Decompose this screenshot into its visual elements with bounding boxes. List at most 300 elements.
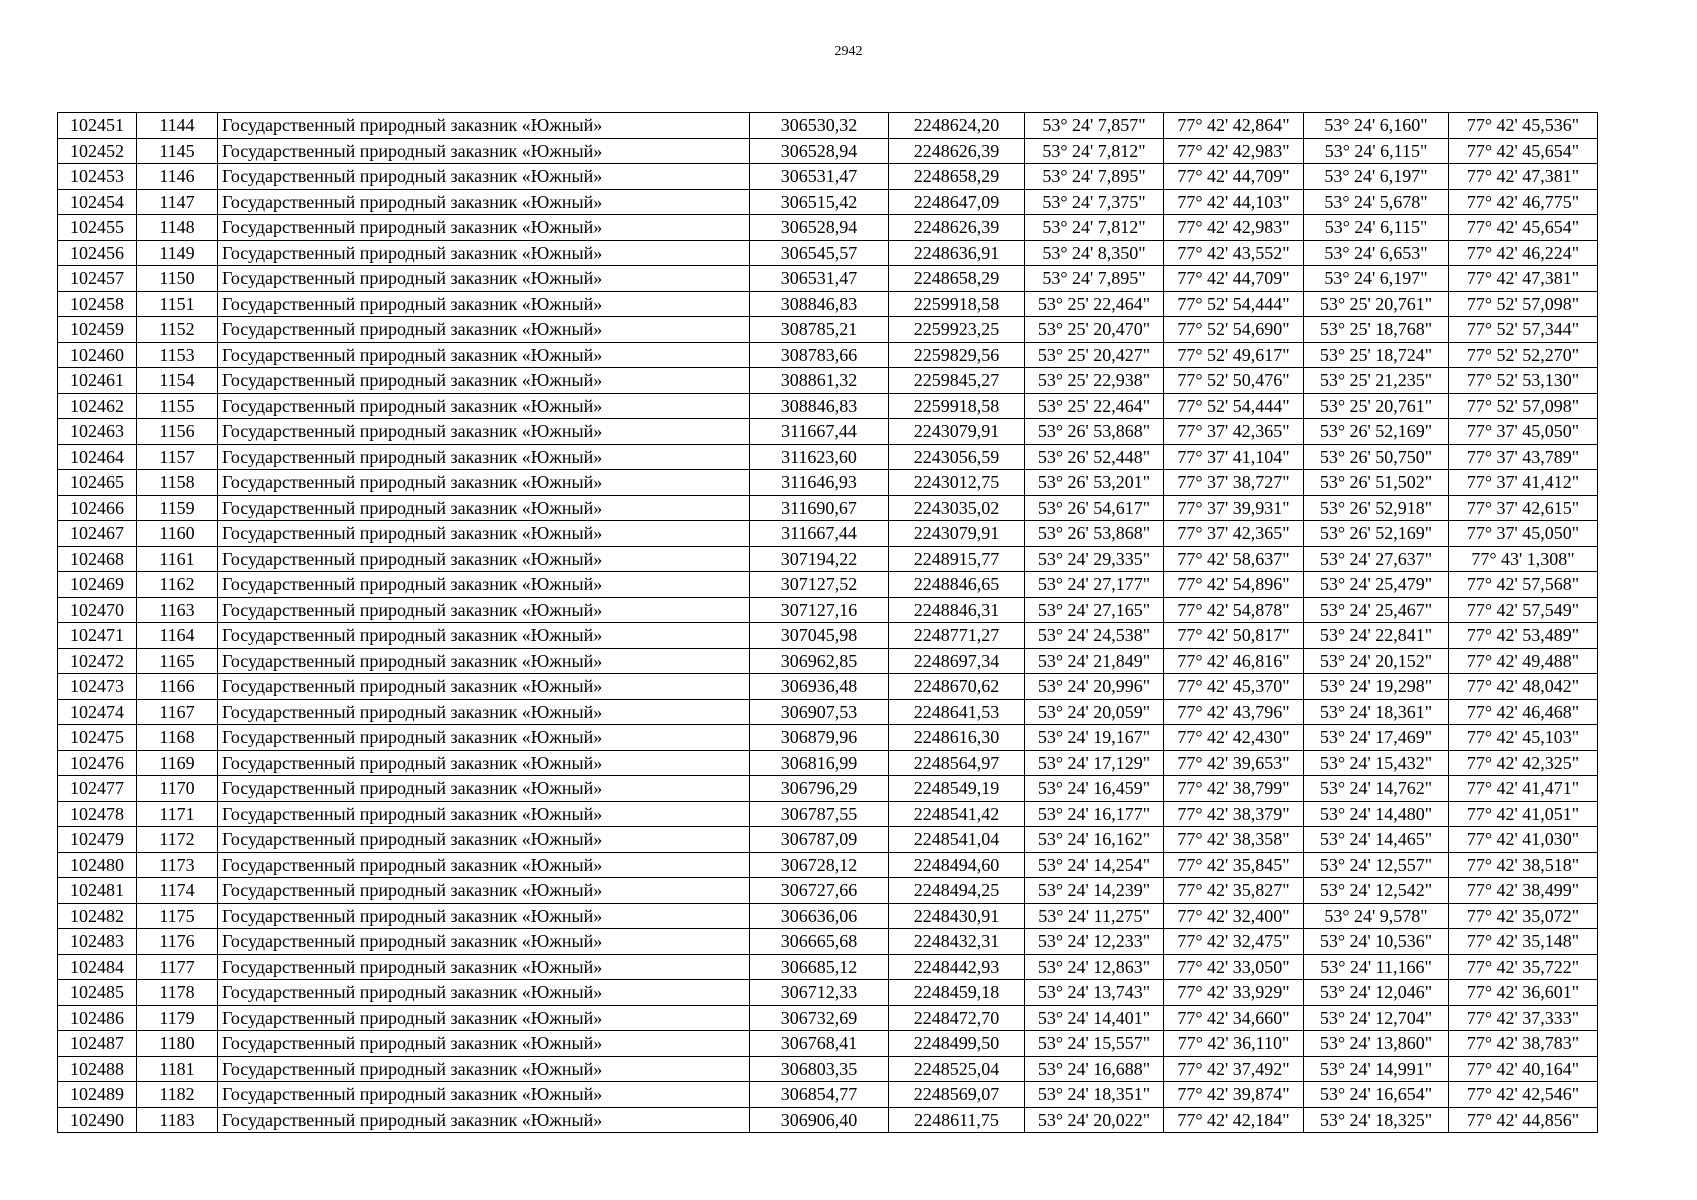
record-id-cell: 102469 [58, 572, 137, 598]
y-coordinate-cell: 2248846,31 [889, 597, 1025, 623]
longitude-1-cell: 77° 42' 44,709" [1164, 266, 1304, 292]
latitude-1-cell: 53° 24' 20,996" [1025, 674, 1164, 700]
latitude-1-cell: 53° 24' 14,254" [1025, 852, 1164, 878]
record-id-cell: 102458 [58, 291, 137, 317]
latitude-1-cell: 53° 24' 11,275" [1025, 903, 1164, 929]
object-name-cell: Государственный природный заказник «Южный» [218, 878, 750, 904]
object-name-cell: Государственный природный заказник «Южный» [218, 929, 750, 955]
y-coordinate-cell: 2248494,60 [889, 852, 1025, 878]
y-coordinate-cell: 2248697,34 [889, 648, 1025, 674]
object-name-cell: Государственный природный заказник «Южный» [218, 291, 750, 317]
longitude-2-cell: 77° 42' 46,224" [1449, 240, 1598, 266]
latitude-1-cell: 53° 24' 21,849" [1025, 648, 1164, 674]
latitude-2-cell: 53° 24' 14,465" [1304, 827, 1449, 853]
latitude-2-cell: 53° 24' 19,298" [1304, 674, 1449, 700]
record-id-cell: 102460 [58, 342, 137, 368]
record-id-cell: 102484 [58, 954, 137, 980]
table-row [58, 980, 1598, 1006]
record-id-cell: 102489 [58, 1082, 137, 1108]
table-row [58, 291, 1598, 317]
latitude-2-cell: 53° 24' 14,991" [1304, 1056, 1449, 1082]
x-coordinate-cell: 306636,06 [750, 903, 889, 929]
record-id-cell: 102464 [58, 444, 137, 470]
point-number-cell: 1151 [137, 291, 218, 317]
latitude-2-cell: 53° 25' 18,724" [1304, 342, 1449, 368]
longitude-2-cell: 77° 42' 41,051" [1449, 801, 1598, 827]
longitude-2-cell: 77° 42' 47,381" [1449, 164, 1598, 190]
x-coordinate-cell: 307127,16 [750, 597, 889, 623]
y-coordinate-cell: 2248636,91 [889, 240, 1025, 266]
y-coordinate-cell: 2248564,97 [889, 750, 1025, 776]
point-number-cell: 1160 [137, 521, 218, 547]
table-row [58, 419, 1598, 445]
longitude-2-cell: 77° 42' 37,333" [1449, 1005, 1598, 1031]
longitude-1-cell: 77° 42' 44,103" [1164, 189, 1304, 215]
latitude-1-cell: 53° 24' 14,401" [1025, 1005, 1164, 1031]
object-name-cell: Государственный природный заказник «Южный» [218, 240, 750, 266]
object-name-cell: Государственный природный заказник «Южный» [218, 954, 750, 980]
longitude-2-cell: 77° 37' 42,615" [1449, 495, 1598, 521]
latitude-2-cell: 53° 24' 25,479" [1304, 572, 1449, 598]
latitude-1-cell: 53° 24' 24,538" [1025, 623, 1164, 649]
record-id-cell: 102488 [58, 1056, 137, 1082]
x-coordinate-cell: 307127,52 [750, 572, 889, 598]
longitude-2-cell: 77° 43' 1,308" [1449, 546, 1598, 572]
longitude-1-cell: 77° 37' 41,104" [1164, 444, 1304, 470]
object-name-cell: Государственный природный заказник «Южный» [218, 980, 750, 1006]
table-row [58, 648, 1598, 674]
x-coordinate-cell: 306528,94 [750, 215, 889, 241]
longitude-1-cell: 77° 37' 42,365" [1164, 419, 1304, 445]
longitude-2-cell: 77° 42' 45,654" [1449, 138, 1598, 164]
x-coordinate-cell: 306515,42 [750, 189, 889, 215]
x-coordinate-cell: 311646,93 [750, 470, 889, 496]
longitude-2-cell: 77° 42' 38,518" [1449, 852, 1598, 878]
table-row [58, 699, 1598, 725]
latitude-2-cell: 53° 24' 12,557" [1304, 852, 1449, 878]
y-coordinate-cell: 2248626,39 [889, 138, 1025, 164]
table-body [58, 113, 1598, 1133]
latitude-1-cell: 53° 24' 12,863" [1025, 954, 1164, 980]
y-coordinate-cell: 2243056,59 [889, 444, 1025, 470]
latitude-1-cell: 53° 24' 29,335" [1025, 546, 1164, 572]
record-id-cell: 102479 [58, 827, 137, 853]
table-row [58, 266, 1598, 292]
record-id-cell: 102462 [58, 393, 137, 419]
latitude-1-cell: 53° 24' 7,857" [1025, 113, 1164, 139]
latitude-2-cell: 53° 24' 6,653" [1304, 240, 1449, 266]
latitude-2-cell: 53° 24' 14,762" [1304, 776, 1449, 802]
record-id-cell: 102451 [58, 113, 137, 139]
y-coordinate-cell: 2243012,75 [889, 470, 1025, 496]
x-coordinate-cell: 306732,69 [750, 1005, 889, 1031]
point-number-cell: 1145 [137, 138, 218, 164]
latitude-1-cell: 53° 24' 7,375" [1025, 189, 1164, 215]
table-row [58, 113, 1598, 139]
longitude-2-cell: 77° 42' 46,775" [1449, 189, 1598, 215]
point-number-cell: 1157 [137, 444, 218, 470]
object-name-cell: Государственный природный заказник «Южный» [218, 1031, 750, 1057]
latitude-1-cell: 53° 25' 22,464" [1025, 291, 1164, 317]
latitude-1-cell: 53° 24' 7,812" [1025, 138, 1164, 164]
x-coordinate-cell: 306906,40 [750, 1107, 889, 1133]
latitude-2-cell: 53° 24' 20,152" [1304, 648, 1449, 674]
longitude-1-cell: 77° 42' 33,050" [1164, 954, 1304, 980]
latitude-2-cell: 53° 26' 52,169" [1304, 521, 1449, 547]
latitude-2-cell: 53° 26' 50,750" [1304, 444, 1449, 470]
y-coordinate-cell: 2248494,25 [889, 878, 1025, 904]
latitude-1-cell: 53° 26' 52,448" [1025, 444, 1164, 470]
longitude-2-cell: 77° 42' 35,072" [1449, 903, 1598, 929]
latitude-2-cell: 53° 25' 20,761" [1304, 291, 1449, 317]
coordinates-table [57, 112, 1598, 1133]
x-coordinate-cell: 311667,44 [750, 521, 889, 547]
y-coordinate-cell: 2243079,91 [889, 419, 1025, 445]
x-coordinate-cell: 311667,44 [750, 419, 889, 445]
object-name-cell: Государственный природный заказник «Южный» [218, 113, 750, 139]
point-number-cell: 1183 [137, 1107, 218, 1133]
latitude-2-cell: 53° 24' 6,115" [1304, 138, 1449, 164]
point-number-cell: 1162 [137, 572, 218, 598]
table-row [58, 801, 1598, 827]
latitude-1-cell: 53° 25' 22,938" [1025, 368, 1164, 394]
latitude-2-cell: 53° 24' 6,197" [1304, 266, 1449, 292]
object-name-cell: Государственный природный заказник «Южный» [218, 470, 750, 496]
longitude-1-cell: 77° 42' 36,110" [1164, 1031, 1304, 1057]
table-row [58, 725, 1598, 751]
longitude-2-cell: 77° 42' 40,164" [1449, 1056, 1598, 1082]
longitude-1-cell: 77° 42' 37,492" [1164, 1056, 1304, 1082]
record-id-cell: 102463 [58, 419, 137, 445]
record-id-cell: 102478 [58, 801, 137, 827]
y-coordinate-cell: 2243035,02 [889, 495, 1025, 521]
object-name-cell: Государственный природный заказник «Южный» [218, 1005, 750, 1031]
longitude-2-cell: 77° 37' 41,412" [1449, 470, 1598, 496]
longitude-1-cell: 77° 42' 38,358" [1164, 827, 1304, 853]
point-number-cell: 1146 [137, 164, 218, 190]
longitude-1-cell: 77° 52' 54,444" [1164, 393, 1304, 419]
point-number-cell: 1156 [137, 419, 218, 445]
table-row [58, 546, 1598, 572]
table-row [58, 470, 1598, 496]
y-coordinate-cell: 2248658,29 [889, 266, 1025, 292]
table-row [58, 240, 1598, 266]
table-row [58, 189, 1598, 215]
point-number-cell: 1168 [137, 725, 218, 751]
point-number-cell: 1150 [137, 266, 218, 292]
longitude-1-cell: 77° 52' 54,690" [1164, 317, 1304, 343]
point-number-cell: 1178 [137, 980, 218, 1006]
table-row [58, 623, 1598, 649]
latitude-2-cell: 53° 24' 11,166" [1304, 954, 1449, 980]
record-id-cell: 102453 [58, 164, 137, 190]
table-row [58, 368, 1598, 394]
point-number-cell: 1165 [137, 648, 218, 674]
table-row [58, 954, 1598, 980]
latitude-2-cell: 53° 24' 17,469" [1304, 725, 1449, 751]
object-name-cell: Государственный природный заказник «Южный» [218, 648, 750, 674]
record-id-cell: 102480 [58, 852, 137, 878]
latitude-1-cell: 53° 24' 20,059" [1025, 699, 1164, 725]
record-id-cell: 102482 [58, 903, 137, 929]
latitude-2-cell: 53° 25' 21,235" [1304, 368, 1449, 394]
point-number-cell: 1179 [137, 1005, 218, 1031]
y-coordinate-cell: 2259923,25 [889, 317, 1025, 343]
table-row [58, 852, 1598, 878]
object-name-cell: Государственный природный заказник «Южный» [218, 801, 750, 827]
point-number-cell: 1155 [137, 393, 218, 419]
longitude-2-cell: 77° 42' 47,381" [1449, 266, 1598, 292]
latitude-1-cell: 53° 24' 17,129" [1025, 750, 1164, 776]
x-coordinate-cell: 306728,12 [750, 852, 889, 878]
longitude-1-cell: 77° 37' 42,365" [1164, 521, 1304, 547]
record-id-cell: 102490 [58, 1107, 137, 1133]
object-name-cell: Государственный природный заказник «Южный» [218, 317, 750, 343]
longitude-2-cell: 77° 42' 38,499" [1449, 878, 1598, 904]
longitude-1-cell: 77° 52' 49,617" [1164, 342, 1304, 368]
object-name-cell: Государственный природный заказник «Южный» [218, 546, 750, 572]
object-name-cell: Государственный природный заказник «Южный» [218, 521, 750, 547]
object-name-cell: Государственный природный заказник «Южный» [218, 495, 750, 521]
table-row [58, 215, 1598, 241]
record-id-cell: 102459 [58, 317, 137, 343]
point-number-cell: 1167 [137, 699, 218, 725]
longitude-1-cell: 77° 42' 32,400" [1164, 903, 1304, 929]
longitude-1-cell: 77° 42' 32,475" [1164, 929, 1304, 955]
latitude-1-cell: 53° 25' 20,470" [1025, 317, 1164, 343]
y-coordinate-cell: 2259918,58 [889, 393, 1025, 419]
record-id-cell: 102475 [58, 725, 137, 751]
page-number: 2942 [834, 44, 863, 59]
latitude-2-cell: 53° 24' 25,467" [1304, 597, 1449, 623]
x-coordinate-cell: 306879,96 [750, 725, 889, 751]
object-name-cell: Государственный природный заказник «Южный» [218, 827, 750, 853]
longitude-1-cell: 77° 42' 45,370" [1164, 674, 1304, 700]
table-row [58, 138, 1598, 164]
latitude-2-cell: 53° 24' 6,160" [1304, 113, 1449, 139]
y-coordinate-cell: 2248459,18 [889, 980, 1025, 1006]
x-coordinate-cell: 306545,57 [750, 240, 889, 266]
table-row [58, 827, 1598, 853]
point-number-cell: 1149 [137, 240, 218, 266]
latitude-2-cell: 53° 26' 52,169" [1304, 419, 1449, 445]
x-coordinate-cell: 308846,83 [750, 291, 889, 317]
x-coordinate-cell: 306768,41 [750, 1031, 889, 1057]
table-row [58, 1107, 1598, 1133]
longitude-2-cell: 77° 42' 35,722" [1449, 954, 1598, 980]
x-coordinate-cell: 307045,98 [750, 623, 889, 649]
point-number-cell: 1175 [137, 903, 218, 929]
table-row [58, 776, 1598, 802]
object-name-cell: Государственный природный заказник «Южный» [218, 393, 750, 419]
x-coordinate-cell: 311690,67 [750, 495, 889, 521]
object-name-cell: Государственный природный заказник «Южный» [218, 1082, 750, 1108]
point-number-cell: 1153 [137, 342, 218, 368]
table-row [58, 164, 1598, 190]
y-coordinate-cell: 2248472,70 [889, 1005, 1025, 1031]
object-name-cell: Государственный природный заказник «Южный» [218, 623, 750, 649]
object-name-cell: Государственный природный заказник «Южный» [218, 368, 750, 394]
point-number-cell: 1169 [137, 750, 218, 776]
record-id-cell: 102471 [58, 623, 137, 649]
longitude-1-cell: 77° 42' 42,184" [1164, 1107, 1304, 1133]
table-row [58, 444, 1598, 470]
longitude-1-cell: 77° 42' 54,896" [1164, 572, 1304, 598]
table-row [58, 1056, 1598, 1082]
x-coordinate-cell: 306528,94 [750, 138, 889, 164]
point-number-cell: 1182 [137, 1082, 218, 1108]
record-id-cell: 102465 [58, 470, 137, 496]
y-coordinate-cell: 2248647,09 [889, 189, 1025, 215]
y-coordinate-cell: 2248569,07 [889, 1082, 1025, 1108]
longitude-1-cell: 77° 42' 42,983" [1164, 138, 1304, 164]
latitude-2-cell: 53° 24' 18,361" [1304, 699, 1449, 725]
longitude-2-cell: 77° 42' 35,148" [1449, 929, 1598, 955]
latitude-1-cell: 53° 24' 7,895" [1025, 164, 1164, 190]
record-id-cell: 102481 [58, 878, 137, 904]
latitude-2-cell: 53° 24' 12,046" [1304, 980, 1449, 1006]
longitude-1-cell: 77° 52' 54,444" [1164, 291, 1304, 317]
table-row [58, 393, 1598, 419]
latitude-2-cell: 53° 24' 10,536" [1304, 929, 1449, 955]
latitude-1-cell: 53° 24' 16,688" [1025, 1056, 1164, 1082]
object-name-cell: Государственный природный заказник «Южный» [218, 1056, 750, 1082]
x-coordinate-cell: 306787,55 [750, 801, 889, 827]
y-coordinate-cell: 2248626,39 [889, 215, 1025, 241]
table-row [58, 572, 1598, 598]
point-number-cell: 1172 [137, 827, 218, 853]
latitude-2-cell: 53° 25' 20,761" [1304, 393, 1449, 419]
latitude-2-cell: 53° 24' 6,197" [1304, 164, 1449, 190]
point-number-cell: 1176 [137, 929, 218, 955]
point-number-cell: 1159 [137, 495, 218, 521]
latitude-1-cell: 53° 24' 20,022" [1025, 1107, 1164, 1133]
latitude-2-cell: 53° 24' 13,860" [1304, 1031, 1449, 1057]
longitude-2-cell: 77° 42' 42,546" [1449, 1082, 1598, 1108]
longitude-2-cell: 77° 42' 57,568" [1449, 572, 1598, 598]
record-id-cell: 102483 [58, 929, 137, 955]
point-number-cell: 1154 [137, 368, 218, 394]
table-row [58, 521, 1598, 547]
table-row [58, 674, 1598, 700]
latitude-2-cell: 53° 24' 22,841" [1304, 623, 1449, 649]
longitude-2-cell: 77° 37' 45,050" [1449, 521, 1598, 547]
record-id-cell: 102485 [58, 980, 137, 1006]
table-row [58, 597, 1598, 623]
longitude-1-cell: 77° 42' 43,552" [1164, 240, 1304, 266]
longitude-2-cell: 77° 42' 45,536" [1449, 113, 1598, 139]
latitude-2-cell: 53° 24' 16,654" [1304, 1082, 1449, 1108]
y-coordinate-cell: 2248658,29 [889, 164, 1025, 190]
latitude-2-cell: 53° 24' 12,542" [1304, 878, 1449, 904]
table-row [58, 929, 1598, 955]
longitude-1-cell: 77° 42' 44,709" [1164, 164, 1304, 190]
point-number-cell: 1147 [137, 189, 218, 215]
point-number-cell: 1180 [137, 1031, 218, 1057]
longitude-2-cell: 77° 52' 57,098" [1449, 393, 1598, 419]
y-coordinate-cell: 2248499,50 [889, 1031, 1025, 1057]
longitude-1-cell: 77° 42' 34,660" [1164, 1005, 1304, 1031]
latitude-1-cell: 53° 24' 27,165" [1025, 597, 1164, 623]
longitude-2-cell: 77° 52' 57,098" [1449, 291, 1598, 317]
x-coordinate-cell: 306803,35 [750, 1056, 889, 1082]
longitude-1-cell: 77° 42' 42,983" [1164, 215, 1304, 241]
object-name-cell: Государственный природный заказник «Южный» [218, 444, 750, 470]
object-name-cell: Государственный природный заказник «Южный» [218, 215, 750, 241]
x-coordinate-cell: 306685,12 [750, 954, 889, 980]
longitude-1-cell: 77° 42' 50,817" [1164, 623, 1304, 649]
longitude-2-cell: 77° 37' 45,050" [1449, 419, 1598, 445]
record-id-cell: 102487 [58, 1031, 137, 1057]
point-number-cell: 1144 [137, 113, 218, 139]
table-row [58, 1082, 1598, 1108]
object-name-cell: Государственный природный заказник «Южный» [218, 572, 750, 598]
table-row [58, 903, 1598, 929]
longitude-1-cell: 77° 37' 38,727" [1164, 470, 1304, 496]
x-coordinate-cell: 306712,33 [750, 980, 889, 1006]
y-coordinate-cell: 2248670,62 [889, 674, 1025, 700]
object-name-cell: Государственный природный заказник «Южный» [218, 266, 750, 292]
y-coordinate-cell: 2248432,31 [889, 929, 1025, 955]
x-coordinate-cell: 306531,47 [750, 266, 889, 292]
y-coordinate-cell: 2248541,04 [889, 827, 1025, 853]
object-name-cell: Государственный природный заказник «Южный» [218, 674, 750, 700]
object-name-cell: Государственный природный заказник «Южный» [218, 189, 750, 215]
y-coordinate-cell: 2248846,65 [889, 572, 1025, 598]
y-coordinate-cell: 2248915,77 [889, 546, 1025, 572]
x-coordinate-cell: 306936,48 [750, 674, 889, 700]
latitude-1-cell: 53° 24' 16,162" [1025, 827, 1164, 853]
object-name-cell: Государственный природный заказник «Южный» [218, 342, 750, 368]
point-number-cell: 1171 [137, 801, 218, 827]
table-row [58, 750, 1598, 776]
longitude-2-cell: 77° 42' 57,549" [1449, 597, 1598, 623]
object-name-cell: Государственный природный заказник «Южный» [218, 1107, 750, 1133]
record-id-cell: 102466 [58, 495, 137, 521]
latitude-1-cell: 53° 24' 19,167" [1025, 725, 1164, 751]
y-coordinate-cell: 2259845,27 [889, 368, 1025, 394]
record-id-cell: 102454 [58, 189, 137, 215]
table-row [58, 1031, 1598, 1057]
record-id-cell: 102456 [58, 240, 137, 266]
longitude-1-cell: 77° 42' 43,796" [1164, 699, 1304, 725]
x-coordinate-cell: 306530,32 [750, 113, 889, 139]
object-name-cell: Государственный природный заказник «Южный» [218, 419, 750, 445]
record-id-cell: 102468 [58, 546, 137, 572]
x-coordinate-cell: 308785,21 [750, 317, 889, 343]
y-coordinate-cell: 2248430,91 [889, 903, 1025, 929]
longitude-2-cell: 77° 42' 49,488" [1449, 648, 1598, 674]
longitude-2-cell: 77° 42' 42,325" [1449, 750, 1598, 776]
longitude-1-cell: 77° 42' 42,864" [1164, 113, 1304, 139]
latitude-2-cell: 53° 24' 5,678" [1304, 189, 1449, 215]
latitude-2-cell: 53° 26' 52,918" [1304, 495, 1449, 521]
y-coordinate-cell: 2248525,04 [889, 1056, 1025, 1082]
table-row [58, 317, 1598, 343]
latitude-1-cell: 53° 24' 16,177" [1025, 801, 1164, 827]
object-name-cell: Государственный природный заказник «Южный» [218, 776, 750, 802]
longitude-1-cell: 77° 42' 42,430" [1164, 725, 1304, 751]
latitude-1-cell: 53° 24' 16,459" [1025, 776, 1164, 802]
point-number-cell: 1170 [137, 776, 218, 802]
latitude-1-cell: 53° 24' 15,557" [1025, 1031, 1164, 1057]
object-name-cell: Государственный природный заказник «Южный» [218, 852, 750, 878]
y-coordinate-cell: 2248549,19 [889, 776, 1025, 802]
y-coordinate-cell: 2248541,42 [889, 801, 1025, 827]
latitude-1-cell: 53° 24' 27,177" [1025, 572, 1164, 598]
longitude-1-cell: 77° 42' 33,929" [1164, 980, 1304, 1006]
latitude-1-cell: 53° 24' 13,743" [1025, 980, 1164, 1006]
